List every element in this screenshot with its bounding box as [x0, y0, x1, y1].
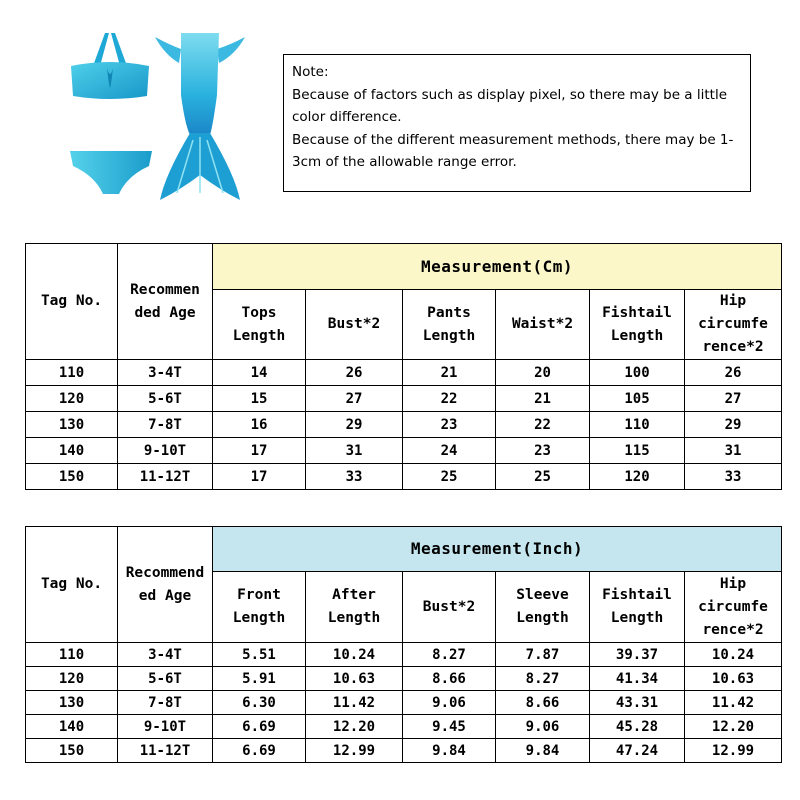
table-cell: 120 — [590, 464, 685, 490]
table-cell: 5-6T — [118, 386, 213, 412]
table-cell: 10.24 — [306, 643, 403, 667]
table-cell: 43.31 — [590, 691, 685, 715]
table-cell: 5-6T — [118, 667, 213, 691]
column-header: Bust*2 — [403, 572, 496, 643]
table-cell: 100 — [590, 360, 685, 386]
table-cell: 39.37 — [590, 643, 685, 667]
column-header: Bust*2 — [306, 290, 403, 360]
column-header: Waist*2 — [496, 290, 590, 360]
column-header: Fishtail Length — [590, 572, 685, 643]
table-cell: 14 — [213, 360, 306, 386]
note-title: Note: — [292, 64, 329, 80]
table-cell: 15 — [213, 386, 306, 412]
column-header: Hip circumfe rence*2 — [685, 572, 782, 643]
table-cell: 105 — [590, 386, 685, 412]
column-header: Sleeve Length — [496, 572, 590, 643]
table-cell: 17 — [213, 438, 306, 464]
tag-no-header: Tag No. — [26, 527, 118, 643]
table-row — [26, 643, 782, 667]
table-cell: 47.24 — [590, 739, 685, 763]
table-cell: 26 — [685, 360, 782, 386]
table-cell: 150 — [26, 464, 118, 490]
table-cell: 11-12T — [118, 739, 213, 763]
table-cell: 7-8T — [118, 412, 213, 438]
table-cell: 9-10T — [118, 715, 213, 739]
table-cell: 9.84 — [403, 739, 496, 763]
table-cell: 23 — [403, 412, 496, 438]
table-cell: 130 — [26, 412, 118, 438]
table-cell: 8.66 — [403, 667, 496, 691]
table-cell: 9.45 — [403, 715, 496, 739]
table-cell: 3-4T — [118, 643, 213, 667]
table-cell: 8.27 — [403, 643, 496, 667]
measurement-inch-title: Measurement(Inch) — [213, 527, 782, 572]
table-cell: 7.87 — [496, 643, 590, 667]
table-row — [26, 360, 782, 386]
table-cell: 26 — [306, 360, 403, 386]
table-cell: 110 — [26, 643, 118, 667]
recommended-age-header: Recommen ded Age — [118, 244, 213, 360]
size-table-cm — [25, 243, 782, 490]
table-cell: 22 — [403, 386, 496, 412]
table-cell: 10.63 — [685, 667, 782, 691]
note-line-2: Because of the different measurement methods, there may be 1-3cm of the allowable range error. — [292, 131, 734, 170]
table-cell: 12.20 — [306, 715, 403, 739]
table-row — [26, 464, 782, 490]
table-cell: 45.28 — [590, 715, 685, 739]
table-cell: 24 — [403, 438, 496, 464]
table-cell: 12.99 — [685, 739, 782, 763]
table-cell: 22 — [496, 412, 590, 438]
measurement-cm-title: Measurement(Cm) — [213, 244, 782, 290]
table-cell: 20 — [496, 360, 590, 386]
table-cell: 5.91 — [213, 667, 306, 691]
column-header: Tops Length — [213, 290, 306, 360]
table-cell: 150 — [26, 739, 118, 763]
mermaid-tail-image — [155, 25, 245, 210]
table-cell: 8.66 — [496, 691, 590, 715]
note-line-1: Because of factors such as display pixel, so there may be a little color difference. — [292, 86, 728, 125]
table-cell: 110 — [26, 360, 118, 386]
table-cell: 33 — [306, 464, 403, 490]
table-row — [26, 412, 782, 438]
table-cell: 31 — [685, 438, 782, 464]
note-box — [283, 54, 751, 192]
column-header: Front Length — [213, 572, 306, 643]
table-row — [26, 667, 782, 691]
table-cell: 17 — [213, 464, 306, 490]
table-cell: 115 — [590, 438, 685, 464]
table-cell: 11.42 — [306, 691, 403, 715]
table-cell: 10.24 — [685, 643, 782, 667]
table-cell: 21 — [403, 360, 496, 386]
tag-no-header: Tag No. — [26, 244, 118, 360]
table-row — [26, 691, 782, 715]
table-cell: 27 — [306, 386, 403, 412]
table-cell: 6.69 — [213, 715, 306, 739]
table-cell: 16 — [213, 412, 306, 438]
table-cell: 9.84 — [496, 739, 590, 763]
size-table-inch — [25, 526, 782, 763]
table-row — [26, 739, 782, 763]
table-row — [26, 386, 782, 412]
table-cell: 23 — [496, 438, 590, 464]
table-cell: 3-4T — [118, 360, 213, 386]
table-cell: 21 — [496, 386, 590, 412]
table-cell: 11.42 — [685, 691, 782, 715]
table-cell: 29 — [306, 412, 403, 438]
table-cell: 120 — [26, 386, 118, 412]
table-cell: 12.99 — [306, 739, 403, 763]
table-cell: 7-8T — [118, 691, 213, 715]
table-cell: 33 — [685, 464, 782, 490]
table-cell: 140 — [26, 438, 118, 464]
table-cell: 6.30 — [213, 691, 306, 715]
table-row — [26, 438, 782, 464]
table-cell: 9-10T — [118, 438, 213, 464]
column-header: After Length — [306, 572, 403, 643]
table-cell: 41.34 — [590, 667, 685, 691]
recommended-age-header: Recommend ed Age — [118, 527, 213, 643]
table-cell: 25 — [496, 464, 590, 490]
table-row — [26, 715, 782, 739]
table-cell: 130 — [26, 691, 118, 715]
column-header: Fishtail Length — [590, 290, 685, 360]
table-cell: 140 — [26, 715, 118, 739]
table-cell: 9.06 — [496, 715, 590, 739]
table-cell: 8.27 — [496, 667, 590, 691]
table-cell: 110 — [590, 412, 685, 438]
table-cell: 29 — [685, 412, 782, 438]
table-cell: 12.20 — [685, 715, 782, 739]
bikini-top-image — [65, 28, 155, 108]
table-cell: 10.63 — [306, 667, 403, 691]
column-header: Pants Length — [403, 290, 496, 360]
column-header: Hip circumfe rence*2 — [685, 290, 782, 360]
table-cell: 9.06 — [403, 691, 496, 715]
table-cell: 25 — [403, 464, 496, 490]
table-cell: 31 — [306, 438, 403, 464]
table-cell: 5.51 — [213, 643, 306, 667]
table-cell: 6.69 — [213, 739, 306, 763]
table-cell: 27 — [685, 386, 782, 412]
table-cell: 120 — [26, 667, 118, 691]
bikini-bottom-image — [67, 148, 155, 200]
table-cell: 11-12T — [118, 464, 213, 490]
